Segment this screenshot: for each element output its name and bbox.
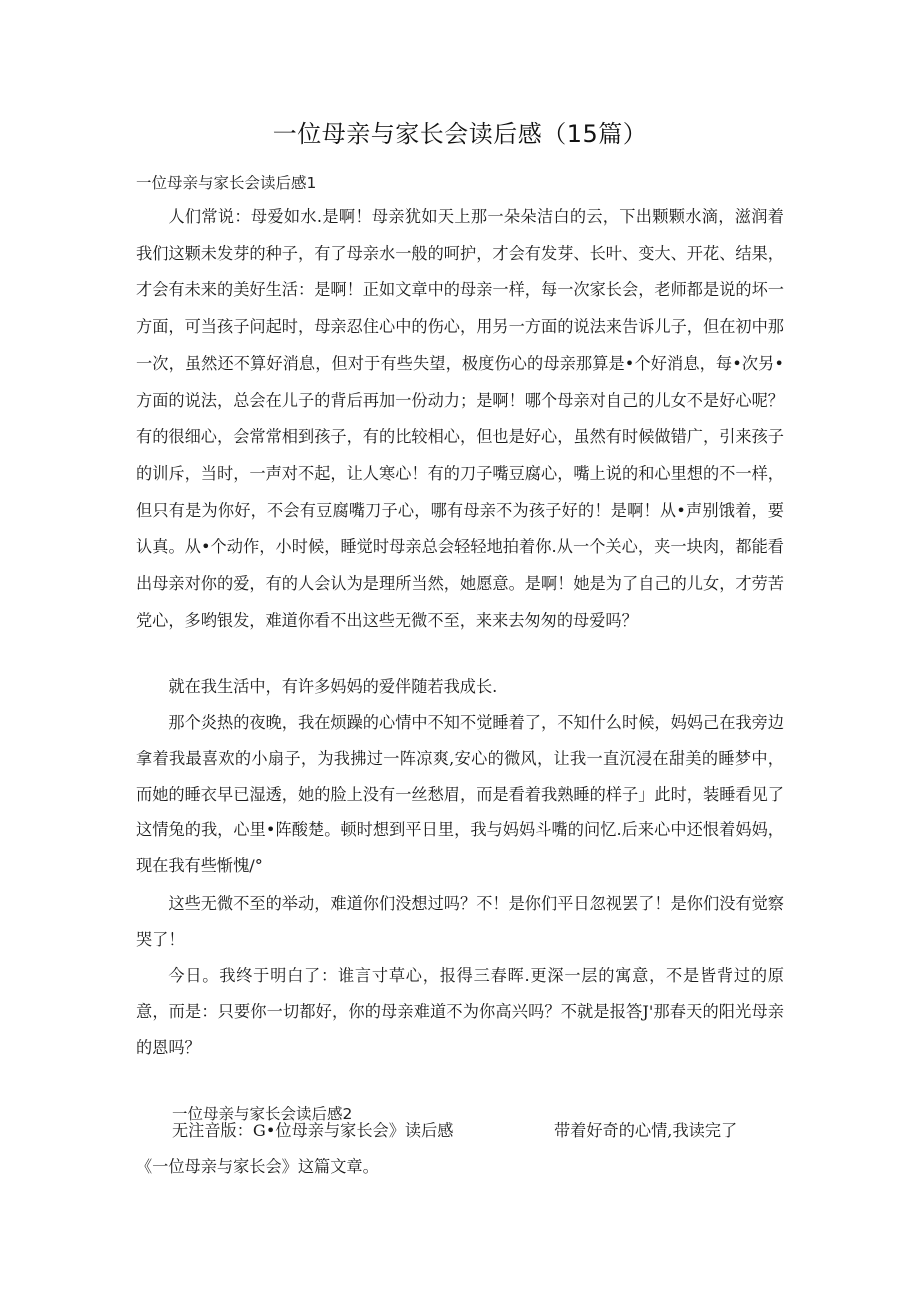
section2-line1-left: 无注音版：G•位母亲与家长会》读后感 bbox=[172, 1121, 454, 1140]
paragraph-3: 那个炎热的夜晚，我在烦躁的心情中不知不觉睡着了，不知什么时候，妈妈己在我旁边拿着我最喜欢的小扇子，为我拂过一阵凉爽,安心的微风，让我一直沉浸在甜美的睡梦中，而她的睡衣早已湿透，她的脸上没有一丝愁眉，而是看着我熟睡的样子」此时，装睡看见了这情兔的我，心里•阵酸楚。顿时想到平日里，我与妈妈斗嘴的问忆.后来心中还恨着妈妈，现在我有些惭愧/° bbox=[136, 713, 784, 876]
section2-line2: 《一位母亲与家长会》这篇文章。 bbox=[136, 1157, 379, 1176]
paragraph-1: 人们常说：母爱如水.是啊！母亲犹如天上那一朵朵洁白的云，下出颗颗水滴，滋润着我们这颗未发芽的种子，有了母亲水一般的呵护，才会有发芽、长叶、变大、开花、结果，才会有未来的美好生活：是啊！正如文章中的母亲一样，每一次家长会，老师都是说的坏一方面，可当孩子问起时，母亲忍住心中的伤心，用另一方面的说法来告诉儿子，但在初中那一次，虽然还不算好消息，但对于有些失望，极度伤心的母亲那算是•个好消息，每•次另•方面的说法，总会在儿子的背后再加一份动力；是啊！哪个母亲对自己的儿女不是好心呢？有的很细心，会常常相到孩子，有的比较相心，但也是好心，虽然有时候做错广，引来孩子的训斥，当时，一声对不起，让人寒心！有的刀子嘴豆腐心，嘴上说的和心里想的不一样，但只有是为你好，不会有豆腐嘴刀子心，哪有母亲不为孩子好的！是啊！从•声别饿着，要认真。从•个动作，小时候，睡觉时母亲总会轻轻地拍着你.从一个关心，夹一块肉，都能看出母亲对你的爱，有的人会认为是理所当然，她愿意。是啊！她是为了自己的儿女，才劳苦党心，多哟银发，难道你看不出这些无微不至，来来去匆匆的母爱吗？ bbox=[136, 207, 784, 630]
section-heading-2: 一位母亲与家长会读后感2 bbox=[172, 1105, 353, 1123]
paragraph-2: 就在我生活中，有许多妈妈的爱伴随若我成长. bbox=[168, 677, 498, 696]
document-title: 一位母亲与家长会读后感（15篇） bbox=[272, 120, 648, 148]
paragraph-4: 这些无微不至的举动，难道你们没想过吗？不！是你们平日忽视罢了！是你们没有觉察哭了！ bbox=[136, 894, 784, 949]
section-heading-1: 一位母亲与家长会读后感1 bbox=[136, 174, 317, 192]
section2-line1-right: 带着好奇的心情,我读完了 bbox=[554, 1121, 738, 1140]
paragraph-5: 今日。我终于明白了：谁言寸草心，报得三春晖.更深一层的寓意，不是皆背过的原意，而是：只要你一切都好，你的母亲难道不为你高兴吗？不就是报答J'那春天的阳光母亲的恩吗？ bbox=[136, 966, 784, 1057]
